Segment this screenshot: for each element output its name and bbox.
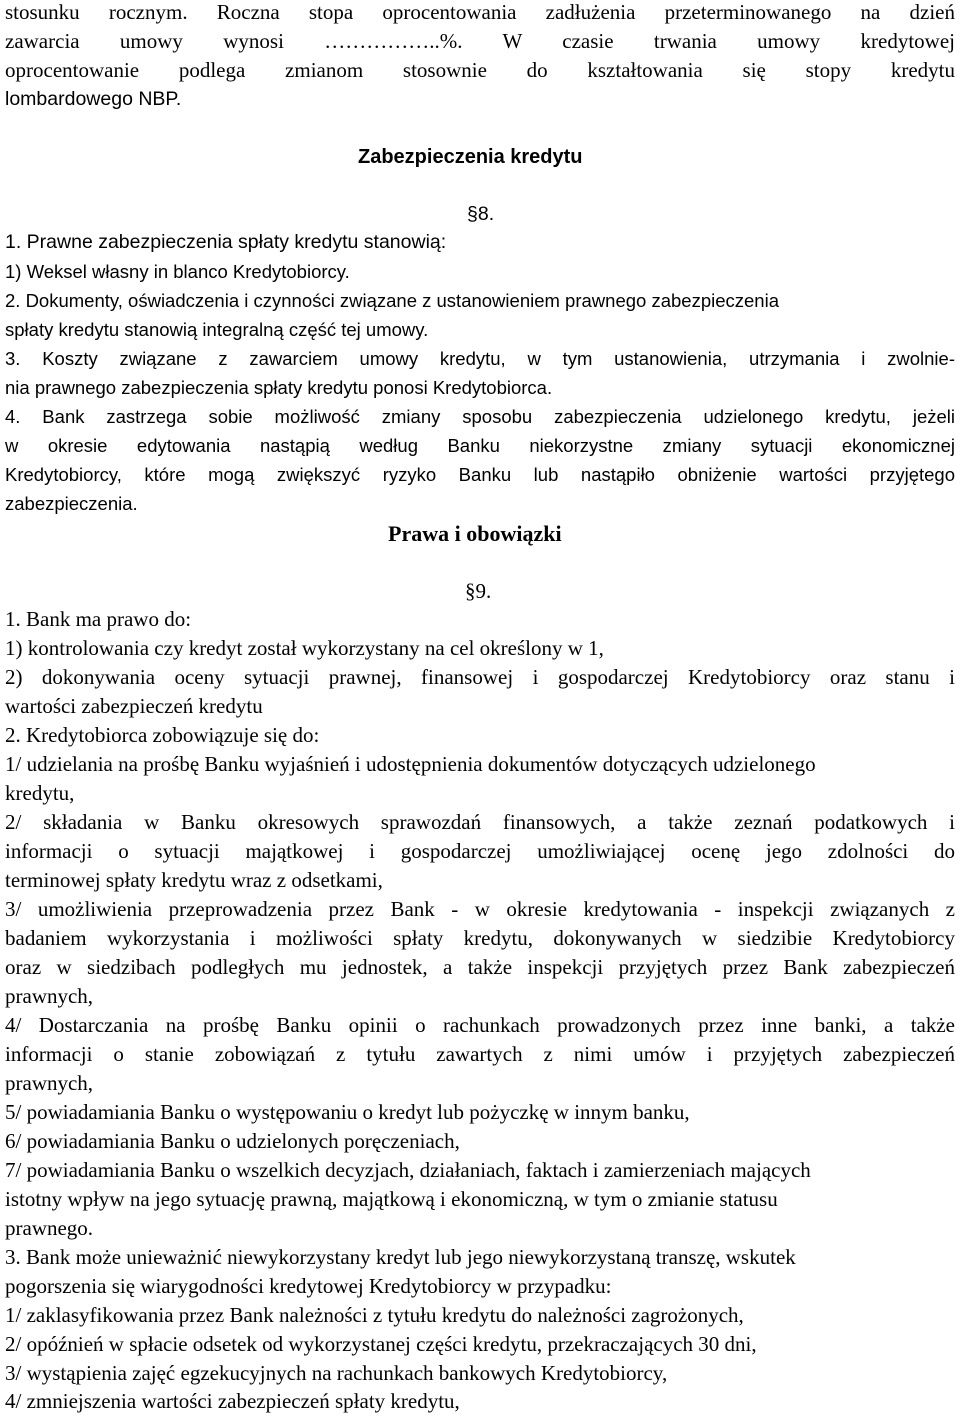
list-item: 5/ powiadamiania Banku o występowaniu o kredyt lub pożyczkę w innym banku,: [5, 1100, 690, 1124]
list-item: 6/ powiadamiania Banku o udzielonych poręczeniach,: [5, 1129, 460, 1153]
list-item: istotny wpływ na jego sytuację prawną, majątkową i ekonomiczną, w tym o zmianie statusu: [5, 1187, 778, 1211]
list-item: 4/ Dostarczania na prośbę Banku opinii o rachunkach prowadzonych przez inne banki, a także: [5, 1013, 955, 1037]
list-item: 3. Koszty związane z zawarciem umowy kredytu, w tym ustanowienia, utrzymania i zwolnie-: [5, 348, 955, 369]
list-item: 2. Kredytobiorca zobowiązuje się do:: [5, 723, 320, 747]
paragraph-line: stosunku rocznym. Roczna stopa oprocentowania zadłużenia przeterminowanego na dzień: [5, 0, 955, 24]
list-item: 2/ składania w Banku okresowych sprawozdań finansowych, a także zeznań podatkowych i: [5, 810, 955, 834]
paragraph-line: oprocentowanie podlega zmianom stosownie do kształtowania się stopy kredytu: [5, 58, 955, 82]
list-item: 2/ opóźnień w spłacie odsetek od wykorzystanej części kredytu, przekraczających 30 dni,: [5, 1332, 757, 1356]
list-item: informacji o sytuacji majątkowej i gospodarczej umożliwiającej ocenę jego zdolności do: [5, 839, 955, 863]
section-number: §8.: [467, 203, 495, 225]
section-number: §9.: [465, 579, 492, 603]
list-item: informacji o stanie zobowiązań z tytułu zawartych z nimi umów i przyjętych zabezpieczeń: [5, 1042, 955, 1066]
list-item: wartości zabezpieczeń kredytu: [5, 694, 263, 718]
list-item: 7/ powiadamiania Banku o wszelkich decyzjach, działaniach, faktach i zamierzeniach mających: [5, 1158, 811, 1182]
list-item: 1. Bank ma prawo do:: [5, 607, 192, 631]
list-item: oraz w siedzibach podległych mu jednostek, a także inspekcji przyjętych przez Bank zabezpieczeń: [5, 955, 955, 979]
list-item: 3. Bank może unieważnić niewykorzystany kredyt lub jego niewykorzystaną transzę, wskutek: [5, 1245, 796, 1269]
list-item: 3/ umożliwienia przeprowadzenia przez Bank - w okresie kredytowania - inspekcji związanych z: [5, 897, 955, 921]
list-item: 2) dokonywania oceny sytuacji prawnej, finansowej i gospodarczej Kredytobiorcy oraz stanu i: [5, 665, 955, 689]
list-item: spłaty kredytu stanowią integralną część tej umowy.: [5, 319, 429, 340]
list-item: kredytu,: [5, 781, 75, 805]
paragraph-line: lombardowego NBP.: [5, 88, 182, 110]
paragraph-line: zawarcia umowy wynosi ……………..%. W czasie trwania umowy kredytowej: [5, 29, 955, 53]
list-item: 2. Dokumenty, oświadczenia i czynności związane z ustanowieniem prawnego zabezpieczenia: [5, 290, 779, 311]
list-item: terminowej spłaty kredytu wraz z odsetkami,: [5, 868, 383, 892]
list-item: prawnego.: [5, 1216, 94, 1240]
list-item: 4. Bank zastrzega sobie możliwość zmiany sposobu zabezpieczenia udzielonego kredytu, jeżeli: [5, 406, 955, 427]
section-sign-icon: §: [467, 203, 478, 225]
list-item: prawnych,: [5, 984, 94, 1008]
list-item: w okresie edytowania nastąpią według Banku niekorzystne zmiany sytuacji ekonomicznej: [5, 435, 955, 456]
list-item: prawnych,: [5, 1071, 94, 1095]
list-item: pogorszenia się wiarygodności kredytowej Kredytobiorcy w przypadku:: [5, 1274, 612, 1298]
list-item: zabezpieczenia.: [5, 493, 138, 514]
list-item: 1/ zaklasyfikowania przez Bank należności z tytułu kredytu do należności zagrożonych,: [5, 1303, 744, 1327]
section-heading: Zabezpieczenia kredytu: [358, 146, 583, 168]
list-item: 3/ wystąpienia zajęć egzekucyjnych na rachunkach bankowych Kredytobiorcy,: [5, 1361, 668, 1385]
list-item: 1. Prawne zabezpieczenia spłaty kredytu stanowią:: [5, 231, 447, 253]
list-item: Kredytobiorcy, które mogą zwiększyć ryzyko Banku lub nastąpiło obniżenie wartości przyjętego: [5, 464, 955, 485]
list-item: 4/ zmniejszenia wartości zabezpieczeń spłaty kredytu,: [5, 1389, 460, 1413]
list-item: nia prawnego zabezpieczenia spłaty kredytu ponosi Kredytobiorca.: [5, 377, 553, 398]
list-item: 1/ udzielania na prośbę Banku wyjaśnień i udostępnienia dokumentów dotyczących udzielonego: [5, 752, 816, 776]
section-heading: Prawa i obowiązki: [388, 521, 562, 546]
list-item: badaniem wykorzystania i możliwości spłaty kredytu, dokonywanych w siedzibie Kredytobiorcy: [5, 926, 955, 950]
list-item: 1) kontrolowania czy kredyt został wykorzystany na cel określony w 1,: [5, 636, 604, 660]
list-item: 1) Weksel własny in blanco Kredytobiorcy.: [5, 261, 350, 282]
section-sign-icon: §: [465, 579, 476, 603]
